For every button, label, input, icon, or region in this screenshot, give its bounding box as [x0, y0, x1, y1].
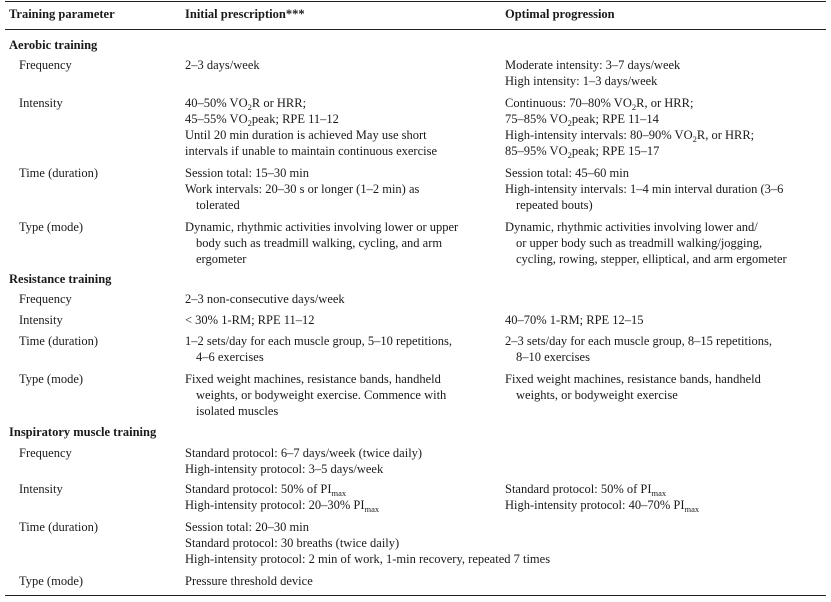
aerobic-time-initial-3: tolerated: [196, 198, 240, 212]
inspiratory-time-initial-2: Standard protocol: 30 breaths (twice daily): [185, 536, 400, 550]
aerobic-intensity-optimal-4: 85–95% $VO_2peak$; RPE 15–17: [505, 144, 660, 160]
header-optimal-progression: Optimal progression: [505, 7, 615, 21]
aerobic-frequency-label: Frequency: [19, 58, 72, 72]
aerobic-intensity-optimal-3: High-intensity intervals: 80–90% $VO_2R$, or HRR;: [505, 128, 755, 144]
resistance-type-initial-1: Fixed weight machines, resistance bands, handheld: [185, 372, 441, 386]
header-initial-prescription: Initial prescription***: [185, 7, 305, 21]
top-rule: [5, 1, 826, 2]
aerobic-frequency-optimal-2: High intensity: 1–3 days/week: [505, 74, 658, 88]
aerobic-intensity-optimal-1: Continuous: 70–80% $VO_2R$, or HRR;: [505, 96, 694, 112]
aerobic-type-initial-2: body such as treadmill walking, cycling, and arm: [196, 236, 443, 250]
inspiratory-frequency-initial-2: High-intensity protocol: 3–5 days/week: [185, 462, 384, 476]
aerobic-type-optimal-1: Dynamic, rhythmic activities involving lower and/: [505, 220, 758, 234]
resistance-time-initial-1: 1–2 sets/day for each muscle group, 5–10 repetitions,: [185, 334, 452, 348]
aerobic-frequency-initial: 2–3 days/week: [185, 58, 260, 72]
inspiratory-time-label: Time (duration): [19, 520, 99, 534]
aerobic-time-optimal-3: repeated bouts): [516, 198, 593, 212]
aerobic-intensity-initial-3: Until 20 min duration is achieved May use short: [185, 128, 427, 142]
resistance-time-optimal-2: 8–10 exercises: [516, 350, 590, 364]
resistance-type-optimal-2: weights, or bodyweight exercise: [516, 388, 678, 402]
header-rule: [5, 29, 826, 30]
aerobic-time-initial-2: Work intervals: 20–30 s or longer (1–2 min) as: [185, 182, 420, 196]
inspiratory-frequency-initial-1: Standard protocol: 6–7 days/week (twice daily): [185, 446, 423, 460]
resistance-intensity-label: Intensity: [19, 313, 63, 327]
aerobic-frequency-optimal-1: Moderate intensity: 3–7 days/week: [505, 58, 681, 72]
header-training-parameter: Training parameter: [9, 7, 115, 21]
aerobic-time-label: Time (duration): [19, 166, 99, 180]
resistance-type-optimal-1: Fixed weight machines, resistance bands, handheld: [505, 372, 761, 386]
section-inspiratory-title: Inspiratory muscle training: [9, 425, 157, 439]
aerobic-intensity-initial-2: 45–55% $VO_2peak$; RPE 11–12: [185, 112, 339, 128]
aerobic-intensity-initial-4: intervals if unable to maintain continuous exercise: [185, 144, 438, 158]
inspiratory-time-initial-1: Session total: 20–30 min: [185, 520, 309, 534]
aerobic-intensity-initial-1: 40–50% $VO_2R$ or HRR;: [185, 96, 307, 112]
inspiratory-intensity-optimal-2: High-intensity protocol: 40–70% $PI_{max}$: [505, 498, 700, 514]
resistance-frequency-label: Frequency: [19, 292, 72, 306]
resistance-type-initial-2: weights, or bodyweight exercise. Commence with: [196, 388, 447, 402]
aerobic-intensity-optimal-2: 75–85% $VO_2peak$; RPE 11–14: [505, 112, 659, 128]
aerobic-type-optimal-3: cycling, rowing, stepper, elliptical, and arm ergometer: [516, 252, 787, 266]
inspiratory-intensity-label: Intensity: [19, 482, 63, 496]
aerobic-type-label: Type (mode): [19, 220, 84, 234]
aerobic-time-optimal-2: High-intensity intervals: 1–4 min interval duration (3–6: [505, 182, 784, 196]
resistance-intensity-optimal: 40–70% 1-RM; RPE 12–15: [505, 313, 644, 327]
inspiratory-intensity-initial-2: High-intensity protocol: 20–30% $PI_{max}$: [185, 498, 380, 514]
section-resistance-title: Resistance training: [9, 272, 112, 286]
resistance-time-optimal-1: 2–3 sets/day for each muscle group, 8–15 repetitions,: [505, 334, 772, 348]
aerobic-time-optimal-1: Session total: 45–60 min: [505, 166, 629, 180]
resistance-intensity-initial: < 30% 1-RM; RPE 11–12: [185, 313, 315, 327]
aerobic-type-initial-3: ergometer: [196, 252, 247, 266]
bottom-rule: [5, 595, 826, 596]
aerobic-time-initial-1: Session total: 15–30 min: [185, 166, 309, 180]
aerobic-type-initial-1: Dynamic, rhythmic activities involving lower or upper: [185, 220, 459, 234]
inspiratory-intensity-initial-1: Standard protocol: 50% of $PI_{max}$: [185, 482, 347, 498]
inspiratory-frequency-label: Frequency: [19, 446, 72, 460]
aerobic-type-optimal-2: or upper body such as treadmill walking/jogging,: [516, 236, 763, 250]
inspiratory-type-initial: Pressure threshold device: [185, 574, 313, 588]
resistance-time-label: Time (duration): [19, 334, 99, 348]
inspiratory-time-initial-3: High-intensity protocol: 2 min of work, 1-min recovery, repeated 7 times: [185, 552, 551, 566]
resistance-type-label: Type (mode): [19, 372, 84, 386]
resistance-type-initial-3: isolated muscles: [196, 404, 279, 418]
aerobic-intensity-label: Intensity: [19, 96, 63, 110]
inspiratory-type-label: Type (mode): [19, 574, 84, 588]
inspiratory-intensity-optimal-1: Standard protocol: 50% of $PI_{max}$: [505, 482, 667, 498]
resistance-time-initial-2: 4–6 exercises: [196, 350, 264, 364]
section-aerobic-title: Aerobic training: [9, 38, 98, 52]
resistance-frequency-initial: 2–3 non-consecutive days/week: [185, 292, 345, 306]
